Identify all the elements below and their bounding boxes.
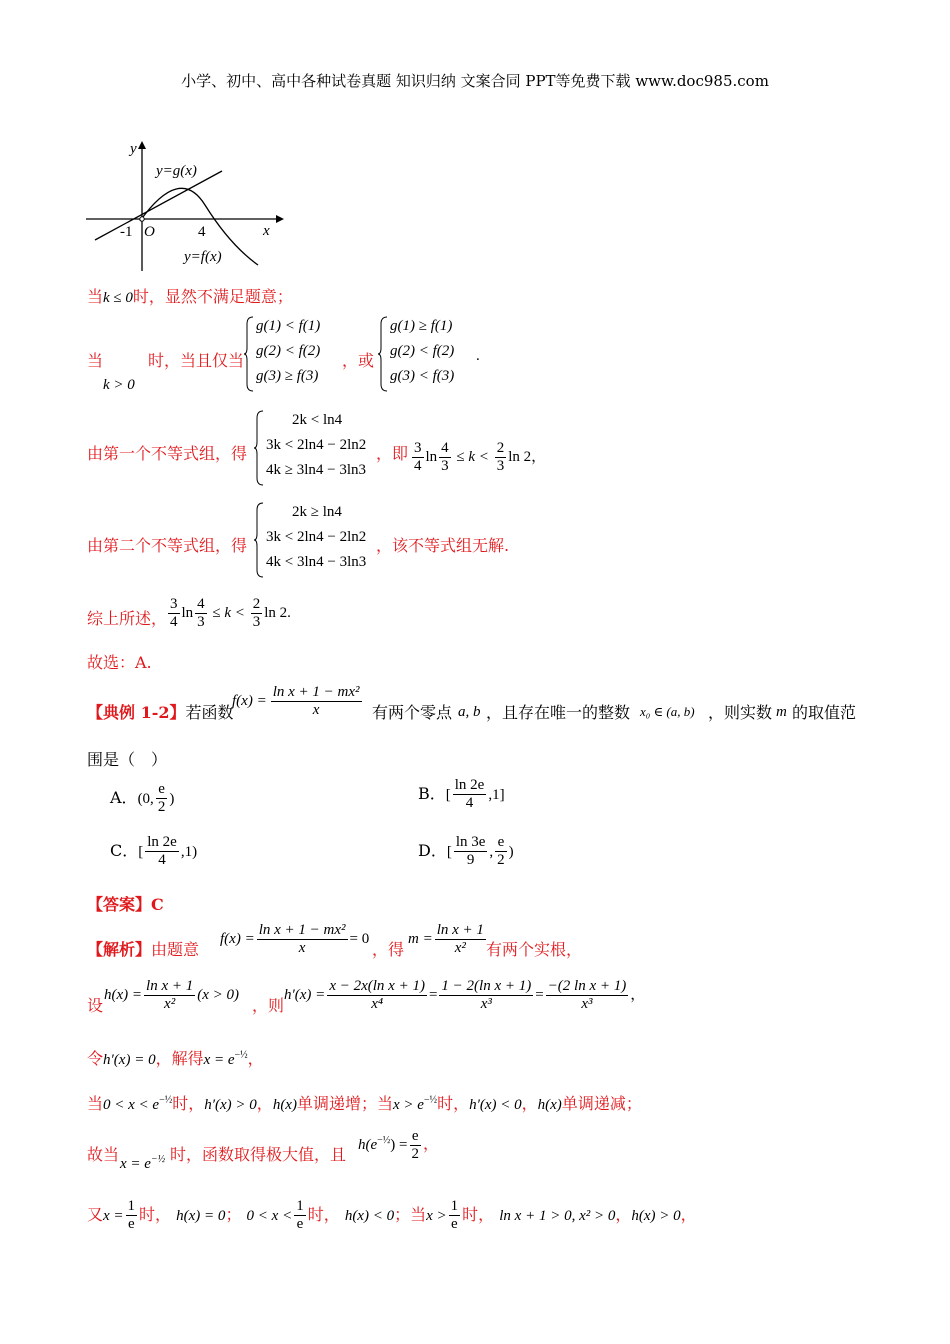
case-k-positive: 当 bbox=[87, 351, 104, 370]
get-text: ，得 bbox=[372, 940, 405, 959]
second-system: 2k ≥ ln4 3k < 2ln4 − 2ln2 4k < 3ln4 − 3ln3 bbox=[266, 504, 367, 570]
m-equation: m = $\frac{\text{ln x + 1}}{\text{x²}}$ bbox=[408, 922, 484, 956]
max-x: $x = e^{-\frac{1}{2}}$ bbox=[120, 1154, 166, 1172]
period: . bbox=[476, 348, 480, 364]
no-solution-text: ，该不等式组无解. bbox=[376, 536, 510, 555]
m-var: m bbox=[776, 704, 787, 720]
thus-text: ，即 bbox=[376, 444, 409, 463]
analysis-eq: f(x) = $\frac{\text{ln x + 1 − mx²}}{x}$ = 0 bbox=[220, 922, 370, 956]
origin-dot bbox=[140, 217, 144, 221]
max-h-value: $h(e^{-\frac{1}{2}})$ = $\frac{e}{2}$ ， bbox=[358, 1128, 440, 1162]
zeros-ab: a, b bbox=[458, 704, 481, 720]
monotonic-line: 当$0 < x < e^{-\frac{1}{2}}$时，h′(x) > 0，h(x)单调递增；当$x > e^{-\frac{1}{2}}$时，h′(x) < 0，h(x)单调递减； bbox=[87, 1094, 642, 1113]
max-value-line: 故当 bbox=[87, 1145, 120, 1164]
x-axis-arrow bbox=[276, 215, 284, 223]
x-axis-label: x bbox=[263, 223, 270, 239]
page-header: 小学、初中、高中各种试卷真题 知识归纳 文案合同 PPT等免费下载 www.doc985.com bbox=[181, 72, 769, 90]
two-zeros-text: 有两个零点 bbox=[372, 703, 453, 722]
option-c[interactable]: C．[ $\frac{\ln 2e}{4}$ ,1) bbox=[110, 834, 198, 868]
brace-1 bbox=[244, 316, 254, 392]
y-axis-label: y bbox=[130, 141, 137, 157]
tick-neg1: -1 bbox=[120, 224, 133, 240]
brace-4 bbox=[254, 502, 264, 578]
example-function: f(x) = $\frac{\text{ln x + 1 − mx²}}{x}$ bbox=[232, 684, 360, 718]
then-text: ，则 bbox=[252, 996, 285, 1015]
origin-label: O bbox=[144, 224, 155, 240]
brace-3 bbox=[254, 410, 264, 486]
option-d[interactable]: D．[ $\frac{\ln 3e}{9}$ , $\frac{e}{2}$ ) bbox=[418, 834, 514, 868]
k-positive-math: k > 0 bbox=[103, 377, 135, 393]
iff-text: 时，当且仅当 bbox=[148, 351, 245, 370]
label-g: y=g(x) bbox=[156, 163, 197, 179]
case-k-nonpositive: 当k ≤ 0时，显然不满足题意； bbox=[87, 287, 293, 306]
first-system: 2k < ln4 3k < 2ln4 − 2ln2 4k ≥ 3ln4 − 3ln3 bbox=[266, 412, 367, 478]
question-end: 围是（ ） bbox=[87, 750, 168, 769]
y-axis-arrow bbox=[138, 141, 146, 149]
or-text: ，或 bbox=[342, 351, 375, 370]
hx-definition: h(x) = $\frac{\text{ln x + 1}}{\text{x²}}$ (x > 0) bbox=[104, 978, 240, 1012]
choice-a-text: 故选：A. bbox=[87, 653, 152, 672]
two-roots-text: 有两个实根， bbox=[486, 940, 583, 959]
label-f: y=f(x) bbox=[184, 249, 222, 265]
example-1-2: 【典例 1-2】若函数 bbox=[87, 703, 234, 722]
inequality-system-1: g(1) < f(1) g(2) < f(2) g(3) ≥ f(3) bbox=[256, 318, 321, 384]
real-number-text: ，则实数 bbox=[708, 703, 773, 722]
answer: 【答案】C bbox=[87, 895, 164, 914]
inequality-system-2: g(1) ≥ f(1) g(2) < f(2) g(3) < f(3) bbox=[390, 318, 455, 384]
set-text: 设 bbox=[87, 996, 104, 1015]
first-system-result: $\frac{3}{4}$ ln $\frac{4}{3}$ ≤ k < $\frac{2}{3}$ ln 2， bbox=[414, 440, 547, 474]
hpx-derivative: h′(x) = $\frac{\text{x − 2x(ln x + 1)}}{\text{x⁴}}$ = $\frac{\text{1 − 2(ln x + 1)}}{\text{x³}}$ = $\frac{\text{−(2 ln x + 1)}}{\text{x³}}$ ， bbox=[284, 978, 646, 1012]
first-system-text: 由第一个不等式组，得 bbox=[87, 444, 248, 463]
summary-result: $\frac{3}{4}$ ln $\frac{4}{3}$ ≤ k < $\frac{2}{3}$ ln 2. bbox=[170, 596, 291, 630]
option-a[interactable]: A．(0, $\frac{e}{2}$ ) bbox=[110, 781, 175, 815]
option-b[interactable]: B．[ $\frac{\ln 2e}{4}$ ,1] bbox=[418, 777, 505, 811]
max-text: 时，函数取得极大值，且 bbox=[170, 1145, 347, 1164]
unique-integer-text: ，且存在唯一的整数 bbox=[486, 703, 631, 722]
function-graph bbox=[80, 135, 290, 275]
tick-4: 4 bbox=[198, 224, 206, 240]
final-line: 又x = $\frac{1}{e}$ 时， h(x) = 0； 0 < x < $\frac{1}{e}$ 时， h(x) < 0；当x > $\frac{1}{e}$ 时， ln x + 1 > 0, x² > 0，h(x) > 0， bbox=[87, 1198, 697, 1232]
let-line: 令h′(x) = 0，解得$x = e^{-\frac{1}{2}}$， bbox=[87, 1049, 264, 1068]
brace-2 bbox=[378, 316, 388, 392]
analysis: 【解析】由题意 bbox=[87, 940, 200, 959]
range-text: 的取值范 bbox=[792, 703, 857, 722]
second-system-text: 由第二个不等式组，得 bbox=[87, 536, 248, 555]
summary-text: 综上所述， bbox=[87, 609, 168, 628]
x0-interval: x₀ ∈ (a, b) bbox=[640, 704, 695, 719]
